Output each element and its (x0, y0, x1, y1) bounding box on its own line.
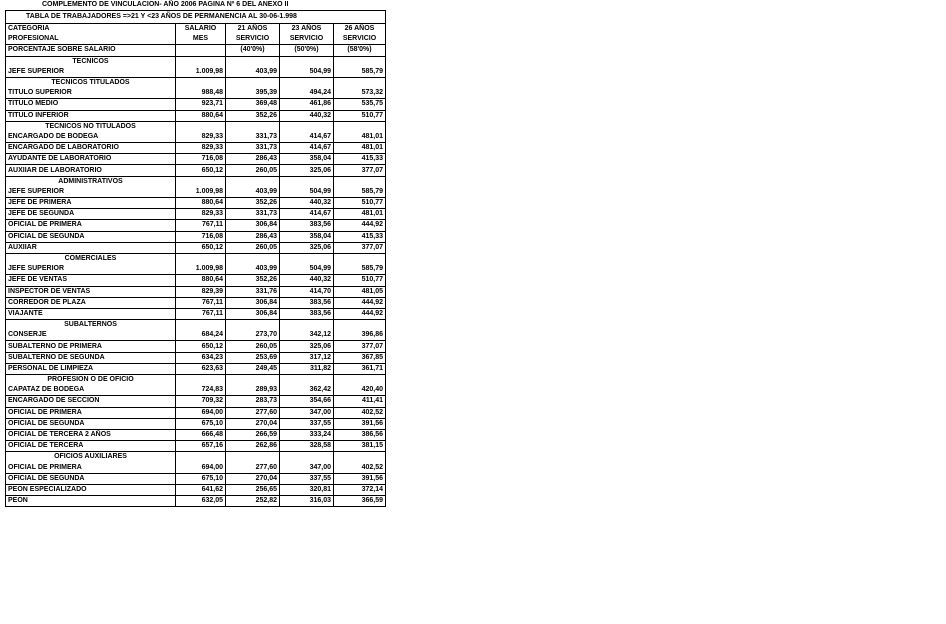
table-caption: TABLA DE TRABAJADORES =>21 Y <23 AÑOS DE PERMANENCIA AL 30-06-1.998 (6, 11, 386, 24)
category-cell: ENCARGADO DE SECCION (6, 396, 176, 407)
value-cell: 411,41 (334, 396, 386, 407)
table-row (6, 286, 386, 297)
header-cell: SERVICIO (226, 34, 280, 45)
empty-cell (176, 452, 226, 463)
value-cell: 260,05 (226, 242, 280, 253)
value-cell: 260,05 (226, 341, 280, 352)
value-cell: 306,84 (226, 220, 280, 231)
header-cell: SERVICIO (334, 34, 386, 45)
value-cell: 709,32 (176, 396, 226, 407)
value-cell: 347,00 (280, 463, 334, 474)
value-cell: 535,75 (334, 99, 386, 110)
value-cell: 880,64 (176, 110, 226, 121)
value-cell: 337,55 (280, 418, 334, 429)
header-cell: 21 AÑOS (226, 24, 280, 35)
value-cell: 325,06 (280, 242, 334, 253)
category-cell: OFICIAL DE SEGUNDA (6, 418, 176, 429)
empty-cell (280, 77, 334, 88)
value-cell: 716,08 (176, 154, 226, 165)
header-cell: SERVICIO (280, 34, 334, 45)
table-row (6, 473, 386, 484)
empty-cell (176, 56, 226, 67)
value-cell: 481,01 (334, 143, 386, 154)
category-cell: SUBALTERNO DE PRIMERA (6, 341, 176, 352)
value-cell: 383,56 (280, 220, 334, 231)
value-cell: 273,70 (226, 330, 280, 341)
table-row (6, 363, 386, 374)
table-row (6, 396, 386, 407)
header-row (6, 24, 386, 35)
value-cell: 331,76 (226, 286, 280, 297)
header-cell: (58'0%) (334, 45, 386, 56)
category-cell: JEFE DE PRIMERA (6, 198, 176, 209)
category-cell: INSPECTOR DE VENTAS (6, 286, 176, 297)
table-row (6, 418, 386, 429)
value-cell: 415,33 (334, 231, 386, 242)
value-cell: 829,39 (176, 286, 226, 297)
value-cell: 352,26 (226, 198, 280, 209)
section-header-row (6, 375, 386, 386)
value-cell: 510,77 (334, 275, 386, 286)
value-cell: 510,77 (334, 198, 386, 209)
empty-cell (176, 320, 226, 331)
category-cell: ENCARGADO DE BODEGA (6, 132, 176, 143)
value-cell: 585,79 (334, 264, 386, 275)
value-cell: 277,60 (226, 407, 280, 418)
category-cell: JEFE SUPERIOR (6, 67, 176, 78)
value-cell: 391,56 (334, 418, 386, 429)
value-cell: 504,99 (280, 264, 334, 275)
table-row (6, 275, 386, 286)
table-row (6, 352, 386, 363)
value-cell: 880,64 (176, 198, 226, 209)
value-cell: 266,59 (226, 429, 280, 440)
value-cell: 331,73 (226, 209, 280, 220)
category-cell: OFICIAL DE PRIMERA (6, 220, 176, 231)
header-row (6, 45, 386, 56)
empty-cell (280, 56, 334, 67)
category-cell: JEFE DE SEGUNDA (6, 209, 176, 220)
section-title: ADMINISTRATIVOS (6, 176, 176, 187)
value-cell: 829,33 (176, 132, 226, 143)
value-cell: 372,14 (334, 484, 386, 495)
table-row (6, 231, 386, 242)
empty-cell (226, 452, 280, 463)
table-row (6, 496, 386, 507)
value-cell: 249,45 (226, 363, 280, 374)
category-cell: TITULO SUPERIOR (6, 88, 176, 99)
value-cell: 440,32 (280, 110, 334, 121)
value-cell: 585,79 (334, 67, 386, 78)
value-cell: 391,56 (334, 473, 386, 484)
category-cell: ENCARGADO DE LABORATORIO (6, 143, 176, 154)
table-row (6, 242, 386, 253)
value-cell: 632,05 (176, 496, 226, 507)
value-cell: 396,86 (334, 330, 386, 341)
table-row (6, 99, 386, 110)
category-cell: JEFE SUPERIOR (6, 187, 176, 198)
value-cell: 386,56 (334, 429, 386, 440)
value-cell: 367,85 (334, 352, 386, 363)
header-cell: CATEGORIA (6, 24, 176, 35)
value-cell: 573,32 (334, 88, 386, 99)
table-row (6, 220, 386, 231)
value-cell: 381,15 (334, 441, 386, 452)
value-cell: 675,10 (176, 473, 226, 484)
value-cell: 767,11 (176, 297, 226, 308)
value-cell: 694,00 (176, 407, 226, 418)
value-cell: 444,92 (334, 308, 386, 319)
category-cell: OFICIAL DE SEGUNDA (6, 473, 176, 484)
section-title: COMERCIALES (6, 253, 176, 264)
table-row (6, 341, 386, 352)
value-cell: 306,84 (226, 308, 280, 319)
empty-cell (280, 320, 334, 331)
category-cell: AUXIIAR (6, 242, 176, 253)
empty-cell (176, 176, 226, 187)
value-cell: 988,48 (176, 88, 226, 99)
category-cell: OFICIAL DE TERCERA 2 AÑOS (6, 429, 176, 440)
value-cell: 403,99 (226, 67, 280, 78)
value-cell: 253,69 (226, 352, 280, 363)
empty-cell (226, 320, 280, 331)
header-cell: 26 AÑOS (334, 24, 386, 35)
value-cell: 504,99 (280, 67, 334, 78)
value-cell: 1.009,98 (176, 264, 226, 275)
empty-cell (176, 121, 226, 132)
value-cell: 377,07 (334, 165, 386, 176)
value-cell: 675,10 (176, 418, 226, 429)
value-cell: 585,79 (334, 187, 386, 198)
table-row (6, 264, 386, 275)
empty-cell (334, 56, 386, 67)
empty-cell (334, 452, 386, 463)
section-title: TECNICOS NO TITULADOS (6, 121, 176, 132)
document-title: COMPLEMENTO DE VINCULACION- AÑO 2006 PAGINA Nº 6 DEL ANEXO II (42, 1, 289, 8)
value-cell: 461,86 (280, 99, 334, 110)
value-cell: 666,48 (176, 429, 226, 440)
empty-cell (176, 253, 226, 264)
value-cell: 383,56 (280, 308, 334, 319)
header-cell: SALARIO (176, 24, 226, 35)
header-cell: (50'0%) (280, 45, 334, 56)
section-header-row (6, 176, 386, 187)
empty-cell (176, 77, 226, 88)
category-cell: TITULO INFERIOR (6, 110, 176, 121)
table-row (6, 132, 386, 143)
value-cell: 331,73 (226, 143, 280, 154)
value-cell: 641,62 (176, 484, 226, 495)
value-cell: 366,59 (334, 496, 386, 507)
category-cell: PEON ESPECIALIZADO (6, 484, 176, 495)
table-row (6, 407, 386, 418)
section-header-row (6, 452, 386, 463)
value-cell: 270,04 (226, 473, 280, 484)
table-row (6, 330, 386, 341)
section-header-row (6, 77, 386, 88)
salary-sheet (5, 10, 386, 507)
value-cell: 829,33 (176, 209, 226, 220)
category-cell: PEON (6, 496, 176, 507)
table-row (6, 441, 386, 452)
value-cell: 414,67 (280, 209, 334, 220)
empty-cell (334, 176, 386, 187)
category-cell: CAPATAZ DE BODEGA (6, 385, 176, 396)
value-cell: 325,06 (280, 341, 334, 352)
value-cell: 311,82 (280, 363, 334, 374)
value-cell: 420,40 (334, 385, 386, 396)
empty-cell (334, 121, 386, 132)
value-cell: 377,07 (334, 242, 386, 253)
value-cell: 767,11 (176, 308, 226, 319)
section-header-row (6, 320, 386, 331)
empty-cell (280, 452, 334, 463)
value-cell: 481,01 (334, 132, 386, 143)
empty-cell (280, 375, 334, 386)
value-cell: 352,26 (226, 110, 280, 121)
value-cell: 650,12 (176, 165, 226, 176)
table-caption-row (6, 11, 386, 24)
value-cell: 354,66 (280, 396, 334, 407)
value-cell: 880,64 (176, 275, 226, 286)
section-header-row (6, 56, 386, 67)
value-cell: 342,12 (280, 330, 334, 341)
value-cell: 317,12 (280, 352, 334, 363)
category-cell: JEFE DE VENTAS (6, 275, 176, 286)
value-cell: 395,39 (226, 88, 280, 99)
value-cell: 352,26 (226, 275, 280, 286)
value-cell: 1.009,98 (176, 67, 226, 78)
value-cell: 403,99 (226, 264, 280, 275)
value-cell: 414,67 (280, 143, 334, 154)
value-cell: 724,83 (176, 385, 226, 396)
table-row (6, 385, 386, 396)
value-cell: 347,00 (280, 407, 334, 418)
value-cell: 415,33 (334, 154, 386, 165)
workers-table (5, 10, 386, 507)
table-row (6, 297, 386, 308)
value-cell: 504,99 (280, 187, 334, 198)
value-cell: 289,93 (226, 385, 280, 396)
value-cell: 369,48 (226, 99, 280, 110)
value-cell: 494,24 (280, 88, 334, 99)
header-cell: PORCENTAJE SOBRE SALARIO (6, 45, 176, 56)
value-cell: 286,43 (226, 231, 280, 242)
empty-cell (226, 121, 280, 132)
value-cell: 286,43 (226, 154, 280, 165)
value-cell: 306,84 (226, 297, 280, 308)
value-cell: 402,52 (334, 407, 386, 418)
value-cell: 331,73 (226, 132, 280, 143)
header-cell: MES (176, 34, 226, 45)
value-cell: 403,99 (226, 187, 280, 198)
table-row (6, 154, 386, 165)
value-cell: 270,04 (226, 418, 280, 429)
section-title: TECNICOS TITULADOS (6, 77, 176, 88)
value-cell: 252,82 (226, 496, 280, 507)
category-cell: CORREDOR DE PLAZA (6, 297, 176, 308)
value-cell: 650,12 (176, 341, 226, 352)
empty-cell (226, 253, 280, 264)
value-cell: 623,63 (176, 363, 226, 374)
table-row (6, 484, 386, 495)
table-row (6, 165, 386, 176)
category-cell: CONSERJE (6, 330, 176, 341)
value-cell: 402,52 (334, 463, 386, 474)
value-cell: 440,32 (280, 198, 334, 209)
value-cell: 923,71 (176, 99, 226, 110)
section-header-row (6, 253, 386, 264)
table-row (6, 308, 386, 319)
value-cell: 650,12 (176, 242, 226, 253)
empty-cell (226, 56, 280, 67)
value-cell: 481,05 (334, 286, 386, 297)
header-cell (176, 45, 226, 56)
value-cell: 328,58 (280, 441, 334, 452)
value-cell: 767,11 (176, 220, 226, 231)
empty-cell (334, 253, 386, 264)
value-cell: 444,92 (334, 220, 386, 231)
table-row (6, 198, 386, 209)
empty-cell (334, 320, 386, 331)
table-row (6, 187, 386, 198)
category-cell: OFICIAL DE SEGUNDA (6, 231, 176, 242)
header-row (6, 34, 386, 45)
value-cell: 358,04 (280, 231, 334, 242)
category-cell: AUXIIAR DE LABORATORIO (6, 165, 176, 176)
value-cell: 444,92 (334, 297, 386, 308)
empty-cell (280, 176, 334, 187)
empty-cell (280, 253, 334, 264)
value-cell: 277,60 (226, 463, 280, 474)
value-cell: 684,24 (176, 330, 226, 341)
empty-cell (226, 176, 280, 187)
table-row (6, 209, 386, 220)
value-cell: 333,24 (280, 429, 334, 440)
table-row (6, 67, 386, 78)
empty-cell (176, 375, 226, 386)
section-header-row (6, 121, 386, 132)
category-cell: OFICIAL DE PRIMERA (6, 407, 176, 418)
section-title: TECNICOS (6, 56, 176, 67)
section-title: OFICIOS AUXILIARES (6, 452, 176, 463)
value-cell: 657,16 (176, 441, 226, 452)
value-cell: 320,81 (280, 484, 334, 495)
empty-cell (334, 375, 386, 386)
table-row (6, 88, 386, 99)
value-cell: 362,42 (280, 385, 334, 396)
category-cell: TITULO MEDIO (6, 99, 176, 110)
value-cell: 283,73 (226, 396, 280, 407)
category-cell: OFICIAL DE PRIMERA (6, 463, 176, 474)
empty-cell (226, 375, 280, 386)
value-cell: 414,70 (280, 286, 334, 297)
category-cell: PERSONAL DE LIMPIEZA (6, 363, 176, 374)
section-title: PROFESION O DE OFICIO (6, 375, 176, 386)
value-cell: 260,05 (226, 165, 280, 176)
value-cell: 440,32 (280, 275, 334, 286)
value-cell: 414,67 (280, 132, 334, 143)
value-cell: 262,86 (226, 441, 280, 452)
table-row (6, 463, 386, 474)
category-cell: VIAJANTE (6, 308, 176, 319)
value-cell: 694,00 (176, 463, 226, 474)
category-cell: JEFE SUPERIOR (6, 264, 176, 275)
table-row (6, 143, 386, 154)
header-cell: (40'0%) (226, 45, 280, 56)
value-cell: 510,77 (334, 110, 386, 121)
value-cell: 316,03 (280, 496, 334, 507)
value-cell: 829,33 (176, 143, 226, 154)
value-cell: 481,01 (334, 209, 386, 220)
value-cell: 634,23 (176, 352, 226, 363)
empty-cell (334, 77, 386, 88)
value-cell: 383,56 (280, 297, 334, 308)
value-cell: 337,55 (280, 473, 334, 484)
value-cell: 377,07 (334, 341, 386, 352)
table-row (6, 429, 386, 440)
value-cell: 361,71 (334, 363, 386, 374)
value-cell: 358,04 (280, 154, 334, 165)
category-cell: AYUDANTE DE LABORATORIO (6, 154, 176, 165)
value-cell: 716,08 (176, 231, 226, 242)
value-cell: 1.009,98 (176, 187, 226, 198)
empty-cell (280, 121, 334, 132)
header-cell: PROFESIONAL (6, 34, 176, 45)
value-cell: 256,65 (226, 484, 280, 495)
empty-cell (226, 77, 280, 88)
section-title: SUBALTERNOS (6, 320, 176, 331)
category-cell: OFICIAL DE TERCERA (6, 441, 176, 452)
value-cell: 325,06 (280, 165, 334, 176)
header-cell: 23 AÑOS (280, 24, 334, 35)
table-row (6, 110, 386, 121)
category-cell: SUBALTERNO DE SEGUNDA (6, 352, 176, 363)
